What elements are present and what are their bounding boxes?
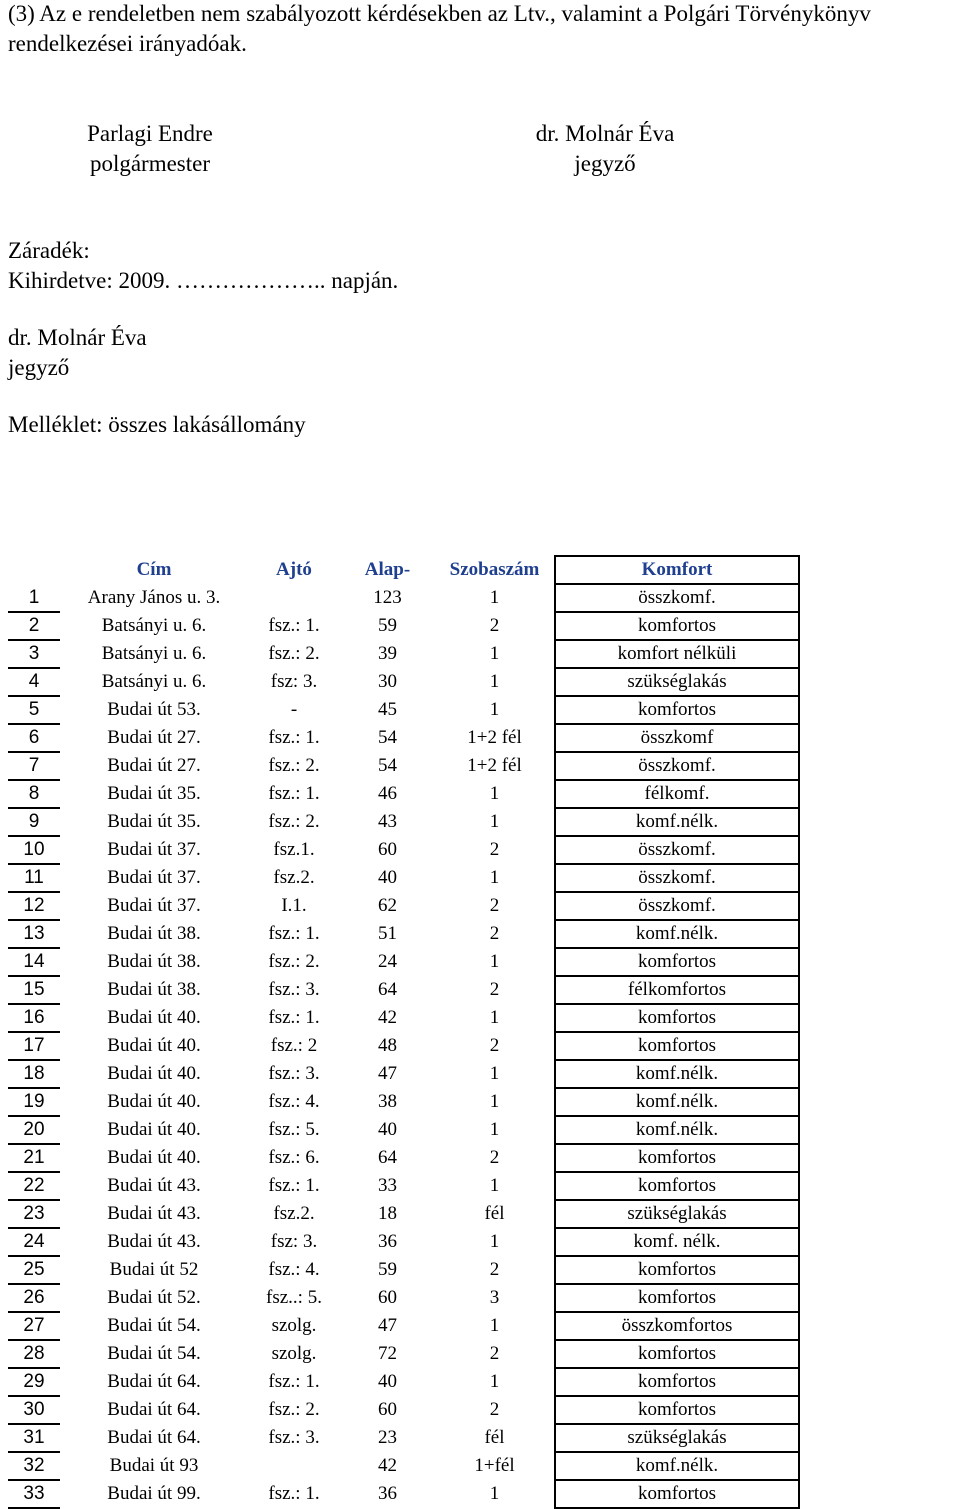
row-address: Batsányi u. 6.: [101, 643, 207, 664]
row-number: 25: [8, 1256, 60, 1284]
row-address: Budai út 43.: [107, 1203, 201, 1224]
notary-title: jegyző: [574, 151, 636, 176]
table-row: [8, 1116, 799, 1144]
row-number: 11: [8, 864, 60, 892]
row-rooms: 1: [489, 643, 500, 664]
row-rooms: 1: [489, 587, 500, 608]
row-address: Budai út 54.: [107, 1343, 201, 1364]
table-row: [8, 920, 799, 948]
row-address: Budai út 40.: [107, 1147, 201, 1168]
row-area: 54: [378, 755, 397, 776]
table-row: [8, 1088, 799, 1116]
row-door: fsz.2.: [273, 1203, 315, 1224]
row-comfort: komfort nélküli: [555, 640, 799, 668]
row-door: I.1.: [281, 895, 307, 916]
row-area: 38: [378, 1091, 397, 1112]
header-rooms: Szobaszám: [449, 559, 540, 580]
row-door: -: [290, 699, 298, 720]
table-row: [8, 584, 799, 612]
row-rooms: 2: [489, 895, 500, 916]
row-number: 12: [8, 892, 60, 920]
row-door: [248, 584, 340, 612]
row-number: 22: [8, 1172, 60, 1200]
row-comfort: komf.nélk.: [555, 1088, 799, 1116]
row-area: 39: [378, 643, 397, 664]
row-rooms: 2: [489, 923, 500, 944]
row-rooms: 1: [489, 699, 500, 720]
row-comfort: komfortos: [555, 1172, 799, 1200]
row-number: 20: [8, 1116, 60, 1144]
row-door: szolg.: [271, 1343, 317, 1364]
row-comfort: összkomf.: [555, 864, 799, 892]
row-comfort: komfortos: [555, 1396, 799, 1424]
row-address: Budai út 38.: [107, 923, 201, 944]
row-comfort: összkomf.: [555, 752, 799, 780]
row-address: Budai út 35.: [107, 783, 201, 804]
row-address: Budai út 27.: [107, 727, 201, 748]
table-row: [8, 1312, 799, 1340]
row-address: Budai út 52.: [107, 1287, 201, 1308]
row-rooms: 1+2 fél: [467, 727, 522, 748]
row-number: 18: [8, 1060, 60, 1088]
row-number: 10: [8, 836, 60, 864]
row-door: fsz: 3.: [270, 671, 318, 692]
table-row: [8, 1452, 799, 1480]
row-door: fsz.: 3.: [268, 1427, 320, 1448]
table-row: [8, 948, 799, 976]
row-door: fsz.: 5.: [268, 1119, 320, 1140]
table-row: [8, 1256, 799, 1284]
row-comfort: komf.nélk.: [555, 1452, 799, 1480]
row-door: fsz.: 1.: [268, 1007, 320, 1028]
annex-title: Melléklet: összes lakásállomány: [8, 412, 306, 437]
row-door: fsz.: 1.: [268, 1371, 320, 1392]
table-row: [8, 1144, 799, 1172]
table-row: [8, 1060, 799, 1088]
row-address: Budai út 64.: [107, 1371, 201, 1392]
table-row: [8, 1396, 799, 1424]
table-row: [8, 696, 799, 724]
row-number: 7: [8, 752, 60, 780]
row-door: fsz.1.: [273, 839, 315, 860]
row-door: fsz.: 1.: [268, 1483, 320, 1504]
notary-name: dr. Molnár Éva: [535, 121, 675, 146]
row-number: 27: [8, 1312, 60, 1340]
table-row: [8, 1480, 799, 1508]
clause-signer-title: jegyző: [8, 355, 70, 380]
row-number: 5: [8, 696, 60, 724]
row-comfort: komfortos: [555, 1032, 799, 1060]
row-number: 2: [8, 612, 60, 640]
row-address: Batsányi u. 6.: [101, 615, 207, 636]
row-number: 29: [8, 1368, 60, 1396]
row-rooms: 1: [489, 1119, 500, 1140]
row-address: Budai út 40.: [107, 1007, 201, 1028]
row-area: 54: [378, 727, 397, 748]
row-rooms: 2: [489, 1343, 500, 1364]
row-area: 46: [378, 783, 397, 804]
row-comfort: összkomf.: [555, 836, 799, 864]
row-area: 60: [378, 1399, 397, 1420]
row-rooms: 2: [489, 1035, 500, 1056]
mayor-name: Parlagi Endre: [87, 121, 213, 146]
row-door: fsz.: 3.: [268, 1063, 320, 1084]
row-rooms: 1: [489, 783, 500, 804]
row-rooms: 2: [489, 979, 500, 1000]
row-door: fsz: 3.: [270, 1231, 318, 1252]
row-address: Budai út 40.: [107, 1063, 201, 1084]
row-rooms: 2: [489, 1259, 500, 1280]
row-rooms: 2: [489, 839, 500, 860]
row-comfort: félkomfortos: [555, 976, 799, 1004]
row-comfort: összkomf: [555, 724, 799, 752]
header-door: Ajtó: [276, 559, 312, 580]
row-address: Budai út 43.: [107, 1175, 201, 1196]
row-rooms: 1: [489, 1063, 500, 1084]
table-row: [8, 752, 799, 780]
row-area: 123: [373, 587, 402, 608]
table-header-row: [8, 556, 799, 584]
row-comfort: félkomf.: [555, 780, 799, 808]
clause-signer-name: dr. Molnár Éva: [8, 325, 147, 350]
table-row: [8, 1172, 799, 1200]
housing-stock-table: [8, 555, 800, 1509]
row-area: 47: [378, 1063, 397, 1084]
row-comfort: komf.nélk.: [555, 920, 799, 948]
row-comfort: komfortos: [555, 1256, 799, 1284]
row-rooms: 1+fél: [474, 1455, 515, 1476]
row-comfort: komfortos: [555, 1340, 799, 1368]
mayor-title: polgármester: [89, 151, 211, 176]
table-row: [8, 640, 799, 668]
row-address: Batsányi u. 6.: [101, 671, 207, 692]
row-door: fsz.: 1.: [268, 783, 320, 804]
row-address: Budai út 38.: [107, 951, 201, 972]
row-address: Budai út 40.: [107, 1119, 201, 1140]
row-rooms: fél: [484, 1203, 505, 1224]
row-area: 43: [378, 811, 397, 832]
table-row: [8, 724, 799, 752]
row-number: 16: [8, 1004, 60, 1032]
row-door: fsz.: 2: [270, 1035, 318, 1056]
row-address: Budai út 52: [109, 1259, 199, 1280]
row-comfort: szükséglakás: [555, 668, 799, 696]
table-row: [8, 1200, 799, 1228]
row-area: 47: [378, 1315, 397, 1336]
row-area: 23: [378, 1427, 397, 1448]
row-number: 9: [8, 808, 60, 836]
header-index: [8, 556, 60, 584]
row-number: 4: [8, 668, 60, 696]
table-row: [8, 892, 799, 920]
row-address: Budai út 99.: [107, 1483, 201, 1504]
row-rooms: 1: [489, 1091, 500, 1112]
row-comfort: komfortos: [555, 612, 799, 640]
row-number: 24: [8, 1228, 60, 1256]
table-row: [8, 1424, 799, 1452]
row-rooms: 1: [489, 867, 500, 888]
row-area: 36: [378, 1231, 397, 1252]
row-area: 48: [378, 1035, 397, 1056]
row-address: Budai út 53.: [107, 699, 201, 720]
row-number: 21: [8, 1144, 60, 1172]
paragraph-line-2: rendelkezései irányadóak.: [8, 31, 247, 56]
row-number: 19: [8, 1088, 60, 1116]
row-area: 60: [378, 1287, 397, 1308]
table-row: [8, 1284, 799, 1312]
row-number: 28: [8, 1340, 60, 1368]
row-door: fsz.: 2.: [268, 951, 320, 972]
row-number: 33: [8, 1480, 60, 1508]
row-address: Budai út 37.: [107, 895, 201, 916]
row-area: 64: [378, 1147, 397, 1168]
row-area: 62: [378, 895, 397, 916]
row-rooms: 1: [489, 1371, 500, 1392]
row-door: fsz.: 2.: [268, 811, 320, 832]
row-comfort: komfortos: [555, 1004, 799, 1032]
row-comfort: komf.nélk.: [555, 1060, 799, 1088]
row-comfort: komf.nélk.: [555, 808, 799, 836]
row-door: fsz.: 2.: [268, 1399, 320, 1420]
row-comfort: összkomf.: [555, 892, 799, 920]
row-area: 24: [378, 951, 397, 972]
row-rooms: 1: [489, 1483, 500, 1504]
row-address: Arany János u. 3.: [87, 587, 221, 608]
row-comfort: komfortos: [555, 1284, 799, 1312]
row-rooms: 2: [489, 1399, 500, 1420]
row-rooms: 1: [489, 1231, 500, 1252]
row-number: 6: [8, 724, 60, 752]
row-comfort: szükséglakás: [555, 1424, 799, 1452]
row-area: 30: [378, 671, 397, 692]
row-comfort: szükséglakás: [555, 1200, 799, 1228]
row-door: fsz.: 6.: [268, 1147, 320, 1168]
row-comfort: komf. nélk.: [555, 1228, 799, 1256]
row-address: Budai út 64.: [107, 1427, 201, 1448]
row-area: 51: [378, 923, 397, 944]
row-door: fsz.: 4.: [268, 1091, 320, 1112]
row-address: Budai út 37.: [107, 867, 201, 888]
row-rooms: 1: [489, 951, 500, 972]
row-address: Budai út 64.: [107, 1399, 201, 1420]
table-row: [8, 976, 799, 1004]
row-area: 33: [378, 1175, 397, 1196]
row-comfort: összkomf.: [555, 584, 799, 612]
table-row: [8, 1368, 799, 1396]
row-number: 1: [8, 584, 60, 612]
row-rooms: fél: [484, 1427, 505, 1448]
row-door: fsz.: 1.: [268, 727, 320, 748]
row-rooms: 2: [489, 615, 500, 636]
row-area: 18: [378, 1203, 397, 1224]
table-row: [8, 1032, 799, 1060]
row-door: fsz.: 2.: [268, 643, 320, 664]
table-row: [8, 1228, 799, 1256]
row-door: fsz.: 1.: [268, 615, 320, 636]
table-row: [8, 1004, 799, 1032]
table-row: [8, 780, 799, 808]
row-address: Budai út 35.: [107, 811, 201, 832]
row-address: Budai út 54.: [107, 1315, 201, 1336]
row-door: szolg.: [271, 1315, 317, 1336]
row-door: fsz.: 1.: [268, 923, 320, 944]
row-rooms: 2: [489, 1147, 500, 1168]
row-area: 40: [378, 867, 397, 888]
row-comfort: komfortos: [555, 1144, 799, 1172]
table-row: [8, 668, 799, 696]
row-area: 72: [378, 1343, 397, 1364]
table-row: [8, 836, 799, 864]
row-address: Budai út 37.: [107, 839, 201, 860]
row-area: 45: [378, 699, 397, 720]
row-rooms: 1: [489, 1175, 500, 1196]
row-door: [248, 1452, 340, 1480]
row-rooms: 1: [489, 1315, 500, 1336]
row-rooms: 3: [489, 1287, 500, 1308]
row-comfort: komfortos: [555, 948, 799, 976]
header-comfort: Komfort: [555, 556, 799, 584]
row-area: 40: [378, 1119, 397, 1140]
header-address: Cím: [136, 559, 172, 580]
row-number: 30: [8, 1396, 60, 1424]
row-area: 64: [378, 979, 397, 1000]
row-area: 42: [378, 1455, 397, 1476]
row-address: Budai út 40.: [107, 1035, 201, 1056]
clause-published: Kihirdetve: 2009. ……………….. napján.: [8, 268, 399, 293]
row-number: 3: [8, 640, 60, 668]
table-row: [8, 864, 799, 892]
row-area: 40: [378, 1371, 397, 1392]
row-number: 17: [8, 1032, 60, 1060]
row-door: fsz.: 1.: [268, 1175, 320, 1196]
row-rooms: 1: [489, 811, 500, 832]
row-number: 14: [8, 948, 60, 976]
table-row: [8, 808, 799, 836]
row-area: 36: [378, 1483, 397, 1504]
row-area: 59: [378, 615, 397, 636]
row-number: 26: [8, 1284, 60, 1312]
row-number: 31: [8, 1424, 60, 1452]
row-address: Budai út 93: [109, 1455, 199, 1476]
row-rooms: 1+2 fél: [467, 755, 522, 776]
row-comfort: komfortos: [555, 1480, 799, 1508]
row-address: Budai út 27.: [107, 755, 201, 776]
row-area: 60: [378, 839, 397, 860]
row-address: Budai út 43.: [107, 1231, 201, 1252]
row-rooms: 1: [489, 671, 500, 692]
row-address: Budai út 38.: [107, 979, 201, 1000]
row-number: 23: [8, 1200, 60, 1228]
row-number: 8: [8, 780, 60, 808]
row-comfort: komfortos: [555, 696, 799, 724]
row-number: 15: [8, 976, 60, 1004]
row-comfort: összkomfortos: [555, 1312, 799, 1340]
row-door: fsz.: 4.: [268, 1259, 320, 1280]
row-door: fsz.: 3.: [268, 979, 320, 1000]
clause-heading: Záradék:: [8, 238, 90, 263]
row-address: Budai út 40.: [107, 1091, 201, 1112]
row-rooms: 1: [489, 1007, 500, 1028]
row-area: 59: [378, 1259, 397, 1280]
row-door: fsz.2.: [273, 867, 315, 888]
paragraph-line-1: (3) Az e rendeletben nem szabályozott kérdésekben az Ltv., valamint a Polgári Törvénykönyv: [8, 1, 871, 26]
row-number: 32: [8, 1452, 60, 1480]
row-comfort: komf.nélk.: [555, 1116, 799, 1144]
header-area: Alap-: [364, 559, 411, 580]
row-door: fsz..: 5.: [266, 1287, 322, 1308]
row-area: 42: [378, 1007, 397, 1028]
table-row: [8, 1340, 799, 1368]
row-comfort: komfortos: [555, 1368, 799, 1396]
row-number: 13: [8, 920, 60, 948]
table-row: [8, 612, 799, 640]
row-door: fsz.: 2.: [268, 755, 320, 776]
